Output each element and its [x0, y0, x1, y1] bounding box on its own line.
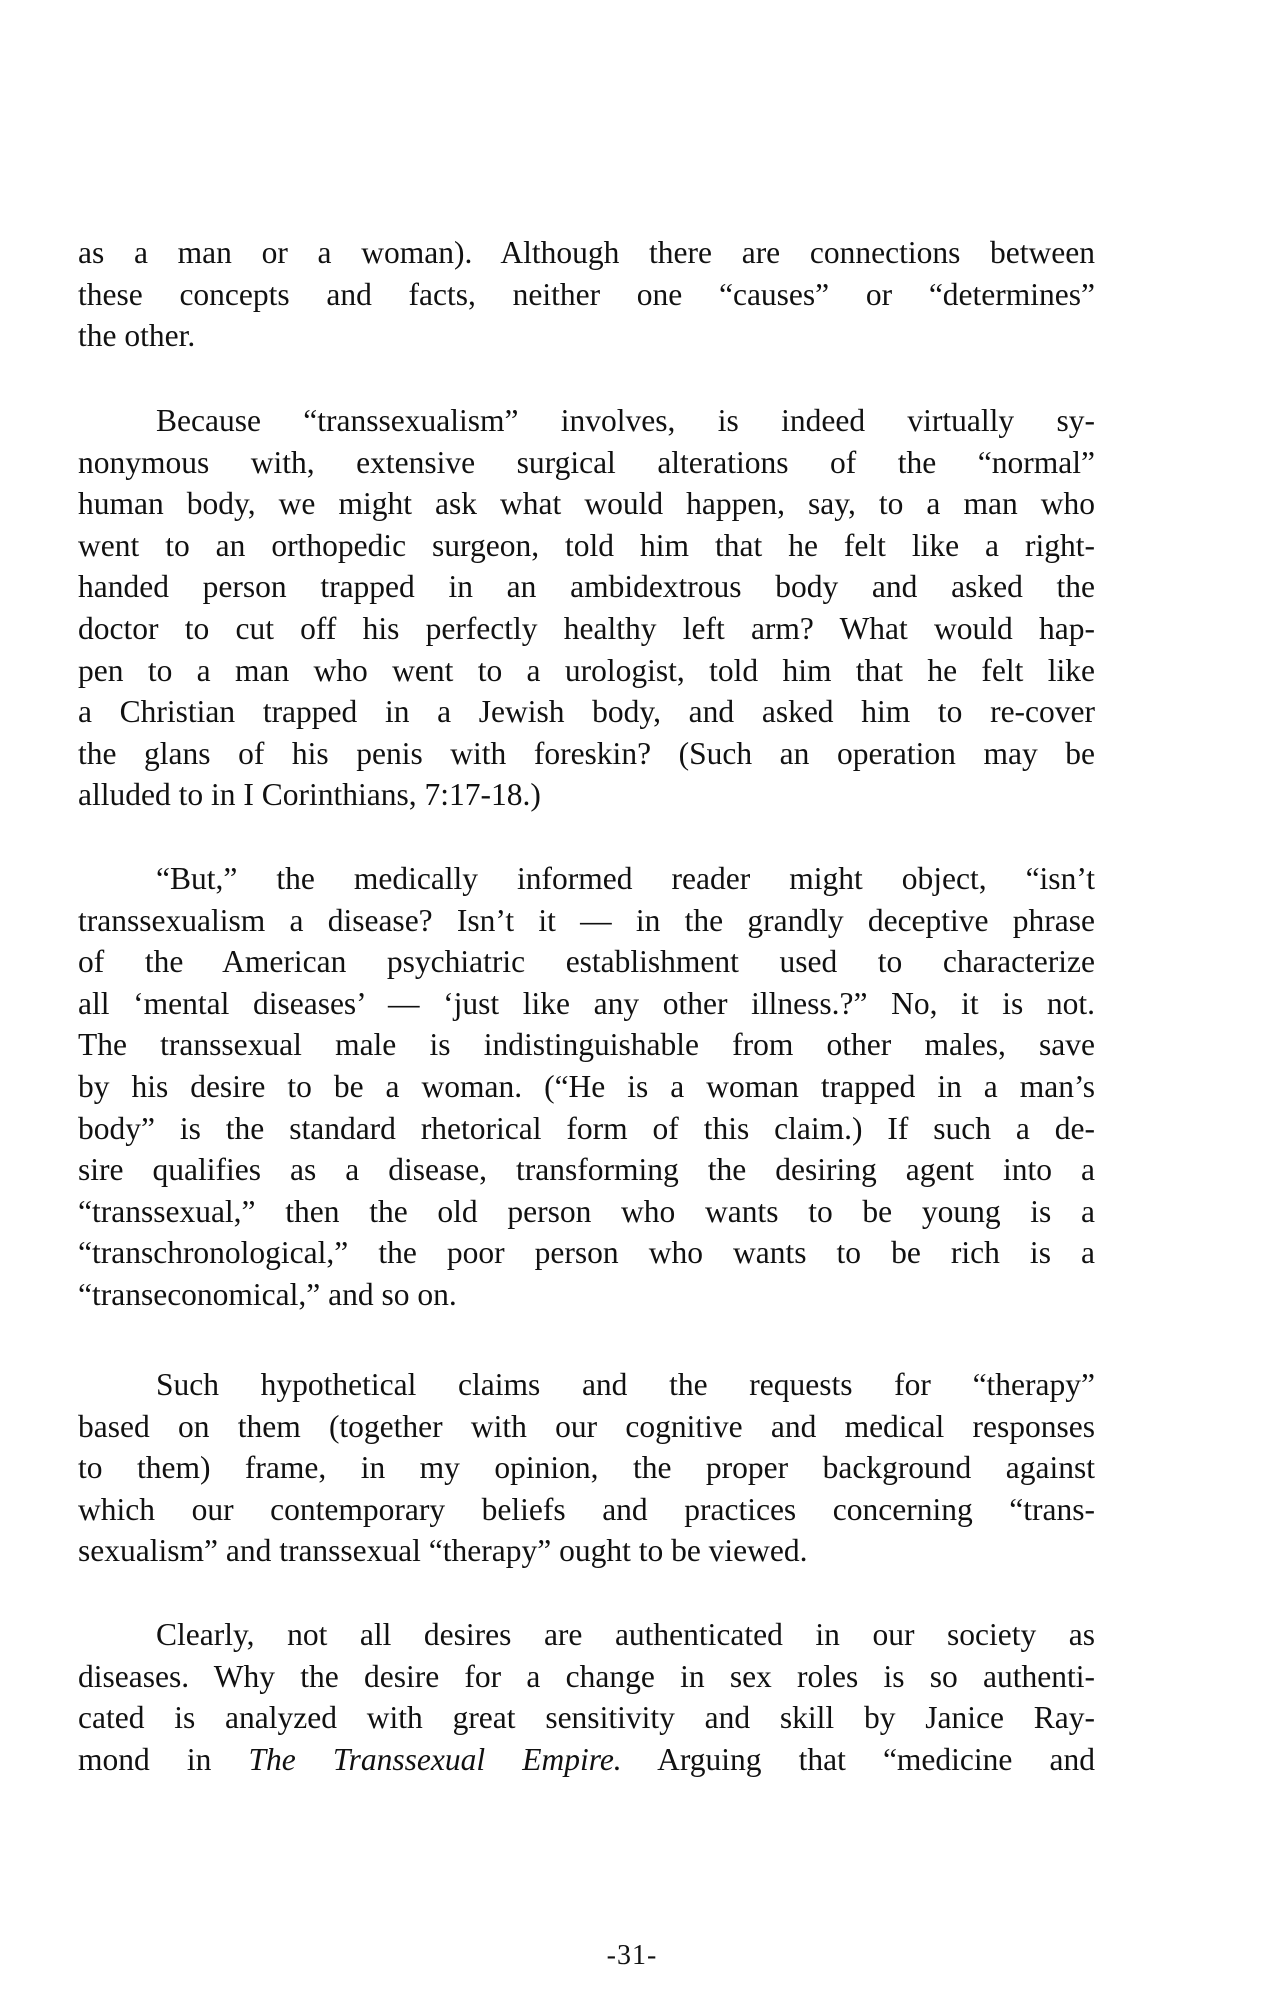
text-line: Clearly, not all desires are authenticated in our society as	[156, 1617, 1095, 1652]
paragraph-4	[78, 1364, 1095, 1572]
text-run: mond in	[78, 1741, 249, 1777]
page-number: -31-	[606, 1940, 658, 1971]
text-line: body” is the standard rhetorical form of this claim.) If such a de-	[78, 1110, 1095, 1146]
text-line: The transsexual male is indistinguishable from other males, save	[78, 1027, 1095, 1063]
text-line: a Christian trapped in a Jewish body, and asked him to re-cover	[78, 694, 1095, 730]
text-line: which our contemporary beliefs and practices concerning “trans-	[78, 1491, 1095, 1527]
text-line: “But,” the medically informed reader might object, “isn’t	[156, 861, 1095, 896]
text-line-with-title	[78, 1739, 1095, 1781]
text-line: nonymous with, extensive surgical alterations of the “normal”	[78, 444, 1095, 480]
text-line: went to an orthopedic surgeon, told him that he felt like a right-	[78, 527, 1095, 563]
text-line: the other.	[78, 318, 196, 354]
text-line: transsexualism a disease? Isn’t it — in the grandly deceptive phrase	[78, 902, 1095, 938]
text-line: the glans of his penis with foreskin? (Such an operation may be	[78, 735, 1095, 771]
paragraph-5	[78, 1614, 1095, 1780]
text-line: “transchronological,” the poor person who wants to be rich is a	[78, 1235, 1095, 1271]
paragraph-3	[78, 858, 1095, 1316]
text-line: cated is analyzed with great sensitivity and skill by Janice Ray-	[78, 1700, 1095, 1736]
text-line: sire qualifies as a disease, transforming the desiring agent into a	[78, 1152, 1095, 1188]
text-line: sexualism” and transsexual “therapy” ought to be viewed.	[78, 1533, 808, 1569]
text-line: of the American psychiatric establishment used to characterize	[78, 944, 1095, 980]
text-line: diseases. Why the desire for a change in sex roles is so authenti-	[78, 1658, 1095, 1694]
paragraph-1	[78, 232, 1095, 357]
text-line: as a man or a woman). Although there are connections between	[78, 235, 1095, 270]
text-line: handed person trapped in an ambidextrous body and asked the	[78, 569, 1095, 605]
paragraph-2	[78, 400, 1095, 816]
text-line: Such hypothetical claims and the requests for “therapy”	[156, 1367, 1095, 1402]
text-line: “transsexual,” then the old person who wants to be young is a	[78, 1193, 1095, 1229]
text-line: “transeconomical,” and so on.	[78, 1276, 457, 1312]
text-line: by his desire to be a woman. (“He is a woman trapped in a man’s	[78, 1068, 1095, 1104]
text-line: to them) frame, in my opinion, the proper background against	[78, 1450, 1095, 1486]
book-title: The Transsexual Empire.	[248, 1741, 622, 1777]
text-line: based on them (together with our cognitive and medical responses	[78, 1408, 1095, 1444]
text-line: human body, we might ask what would happen, say, to a man who	[78, 486, 1095, 522]
text-line: alluded to in I Corinthians, 7:17-18.)	[78, 777, 541, 813]
text-line: pen to a man who went to a urologist, told him that he felt like	[78, 652, 1095, 688]
text-run: Arguing that “medicine and	[621, 1741, 1095, 1777]
text-line: Because “transsexualism” involves, is indeed virtually sy-	[156, 403, 1095, 438]
text-line: doctor to cut off his perfectly healthy left arm? What would hap-	[78, 610, 1095, 646]
text-line: these concepts and facts, neither one “causes” or “determines”	[78, 276, 1095, 312]
text-line: all ‘mental diseases’ — ‘just like any other illness.?” No, it is not.	[78, 985, 1095, 1021]
